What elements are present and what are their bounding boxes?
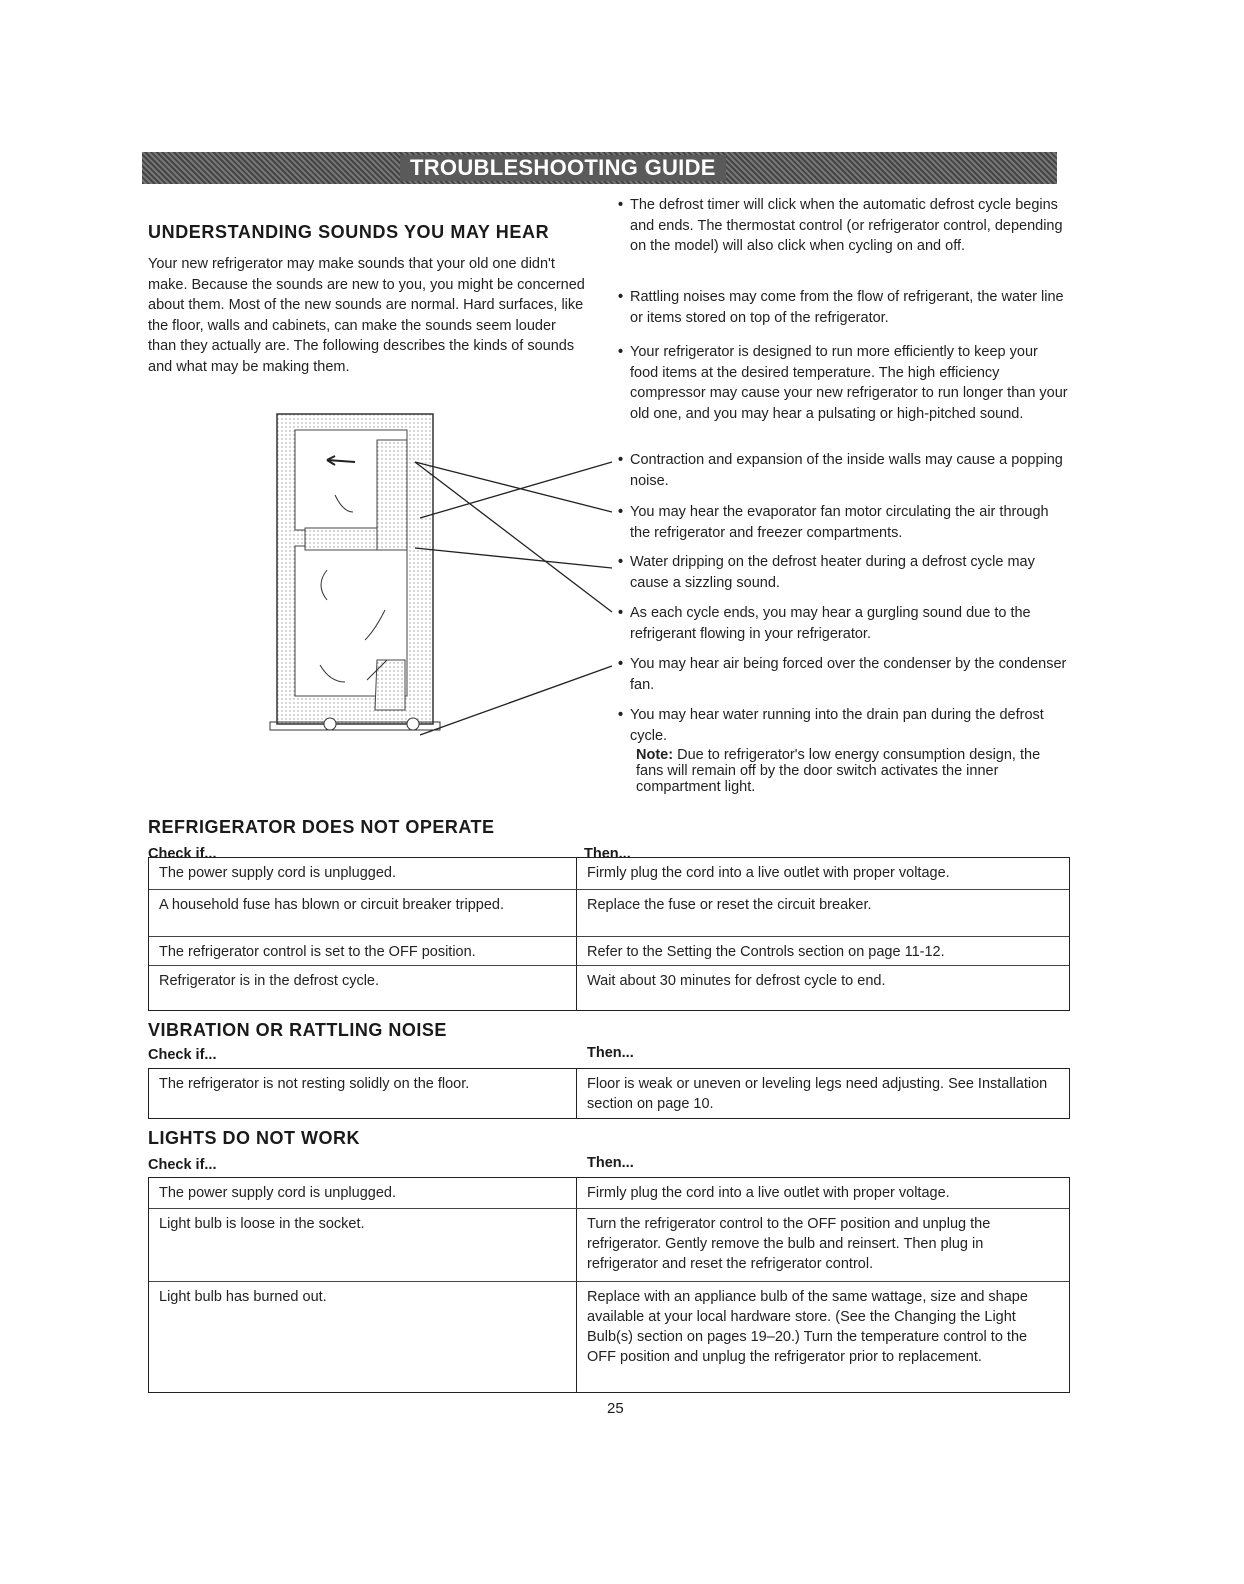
check-cell: The power supply cord is unplugged. <box>149 1178 577 1208</box>
then-cell: Replace the fuse or reset the circuit breaker. <box>587 897 872 913</box>
check-cell: A household fuse has blown or circuit breaker tripped. <box>149 890 577 936</box>
vibration-table <box>148 1068 1070 1119</box>
section-title-not-operate: REFRIGERATOR DOES NOT OPERATE <box>148 817 495 837</box>
table-row <box>149 1282 1069 1392</box>
page-number: 25 <box>607 1400 624 1417</box>
list-item: • The defrost timer will click when the automatic defrost cycle begins and ends. The thermostat control (or refrigerator control, depending on the model) will also click when cycling on and off. <box>618 195 1070 257</box>
note-label: Note: <box>636 747 674 763</box>
table-row <box>149 858 1069 890</box>
check-cell: The refrigerator is not resting solidly on the floor. <box>149 1069 577 1118</box>
then-cell: Refer to the Setting the Controls section on page 11-12. <box>587 944 945 960</box>
section-title-lights: LIGHTS DO NOT WORK <box>148 1128 360 1148</box>
then-header: Then... <box>587 1045 634 1061</box>
table-row <box>149 1178 1069 1209</box>
then-header: Then... <box>584 846 631 862</box>
table-row <box>149 1209 1069 1282</box>
table-row <box>149 890 1069 937</box>
check-if-header: Check if... <box>148 846 217 862</box>
not-operate-table <box>148 857 1070 1011</box>
list-item: • You may hear the evaporator fan motor circulating the air through the refrigerator and freezer compartments. <box>618 502 1070 543</box>
page-title: TROUBLESHOOTING GUIDE <box>400 155 726 181</box>
list-item: • As each cycle ends, you may hear a gurgling sound due to the refrigerant flowing in your refrigerator. <box>618 603 1070 644</box>
check-cell: Light bulb has burned out. <box>149 1282 577 1392</box>
table-row <box>149 937 1069 966</box>
list-item: • Rattling noises may come from the flow of refrigerant, the water line or items stored on top of the refrigerator. <box>618 287 1070 328</box>
then-cell: Floor is weak or uneven or leveling legs need adjusting. See Installation section on page 10. <box>587 1076 1048 1112</box>
check-cell: The power supply cord is unplugged. <box>149 858 577 889</box>
list-item: • Contraction and expansion of the inside walls may cause a popping noise. <box>618 450 1070 491</box>
table-row <box>149 1069 1069 1118</box>
sounds-intro: Your new refrigerator may make sounds that your old one didn't make. Because the sounds are new to you, you might be concerned about them. Most of the new sounds are normal. Hard surfaces, like the floor, walls and cabinets, can make the sounds seem louder than they actually are. The following describes the kinds of sounds and what may be making them. <box>148 256 585 375</box>
check-if-header: Check if... <box>148 1157 217 1173</box>
list-item: • Your refrigerator is designed to run more efficiently to keep your food items at the desired temperature. The high efficiency compressor may cause your new refrigerator to run longer than your old one, and you may hear a pulsating or high-pitched sound. <box>618 342 1070 424</box>
note-text: Due to refrigerator's low energy consumption design, the fans will remain off by the door switch activates the inner compartment light. <box>636 747 1041 795</box>
note <box>636 747 1056 795</box>
then-cell: Replace with an appliance bulb of the same wattage, size and shape available at your local hardware store. (See the Changing the Light Bulb(s) section on pages 19–20.) Turn the temperature control to the OFF position and unplug the refrigerator prior to replacement. <box>587 1289 1028 1365</box>
check-cell: Light bulb is loose in the socket. <box>149 1209 577 1281</box>
sounds-heading: UNDERSTANDING SOUNDS YOU MAY HEAR <box>148 222 550 242</box>
list-item: • You may hear air being forced over the condenser by the condenser fan. <box>618 654 1070 695</box>
then-cell: Turn the refrigerator control to the OFF position and unplug the refrigerator. Gently remove the bulb and reinsert. Then plug in refrigerator and reset the refrigerator control. <box>587 1216 991 1272</box>
table-row <box>149 966 1069 1010</box>
list-item: • You may hear water running into the drain pan during the defrost cycle. <box>618 705 1070 746</box>
check-cell: Refrigerator is in the defrost cycle. <box>149 966 577 1010</box>
check-if-header: Check if... <box>148 1047 217 1063</box>
then-cell: Wait about 30 minutes for defrost cycle to end. <box>587 973 886 989</box>
then-cell: Firmly plug the cord into a live outlet with proper voltage. <box>587 1185 950 1201</box>
check-cell: The refrigerator control is set to the OFF position. <box>149 937 577 965</box>
list-item: • Water dripping on the defrost heater during a defrost cycle may cause a sizzling sound. <box>618 552 1070 593</box>
lights-table <box>148 1177 1070 1393</box>
then-header: Then... <box>587 1155 634 1171</box>
section-title-vibration: VIBRATION OR RATTLING NOISE <box>148 1020 447 1040</box>
then-cell: Firmly plug the cord into a live outlet with proper voltage. <box>587 865 950 881</box>
